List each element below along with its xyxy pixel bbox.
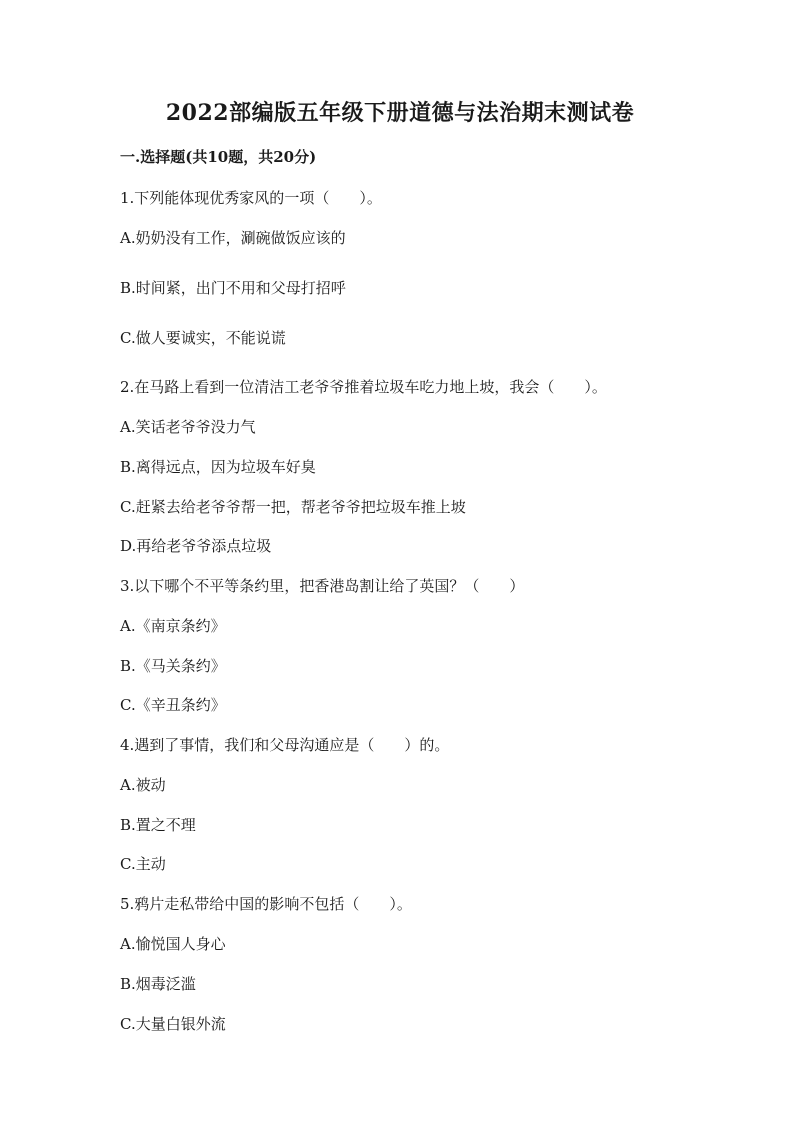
question-5-option-b: B.烟毒泛滥 [120,975,196,993]
question-1-stem: 1.下列能体现优秀家风的一项（ ）。 [120,189,382,207]
question-3-stem: 3.以下哪个不平等条约里，把香港岛割让给了英国？（ ） [120,577,525,595]
question-2-stem: 2.在马路上看到一位清洁工老爷爷推着垃圾车吃力地上坡，我会（ ）。 [120,378,607,396]
question-4-option-b: B.置之不理 [120,816,196,834]
question-2-option-b: B.离得远点，因为垃圾车好臭 [120,458,316,476]
question-2-option-c: C.赶紧去给老爷爷帮一把，帮老爷爷把垃圾车推上坡 [120,498,466,516]
question-3-option-c: C.《辛丑条约》 [120,696,226,714]
question-4-stem: 4.遇到了事情，我们和父母沟通应是（ ）的。 [120,736,450,754]
question-1-option-a: A.奶奶没有工作，涮碗做饭应该的 [120,229,346,247]
question-5-stem: 5.鸦片走私带给中国的影响不包括（ ）。 [120,895,412,913]
section-heading: 一.选择题(共10题，共20分) [120,148,317,166]
question-4-option-c: C.主动 [120,855,166,873]
question-5-option-c: C.大量白银外流 [120,1015,226,1033]
page-title: 2022部编版五年级下册道德与法治期末测试卷 [165,100,635,126]
question-2-option-a: A.笑话老爷爷没力气 [120,418,256,436]
question-5-option-a: A.愉悦国人身心 [120,935,226,953]
question-1-option-c: C.做人要诚实，不能说谎 [120,329,286,347]
question-4-option-a: A.被动 [120,776,166,794]
question-3-option-b: B.《马关条约》 [120,657,226,675]
question-2-option-d: D.再给老爷爷添点垃圾 [120,537,272,555]
question-1-option-b: B.时间紧，出门不用和父母打招呼 [120,279,346,297]
question-3-option-a: A.《南京条约》 [120,617,226,635]
